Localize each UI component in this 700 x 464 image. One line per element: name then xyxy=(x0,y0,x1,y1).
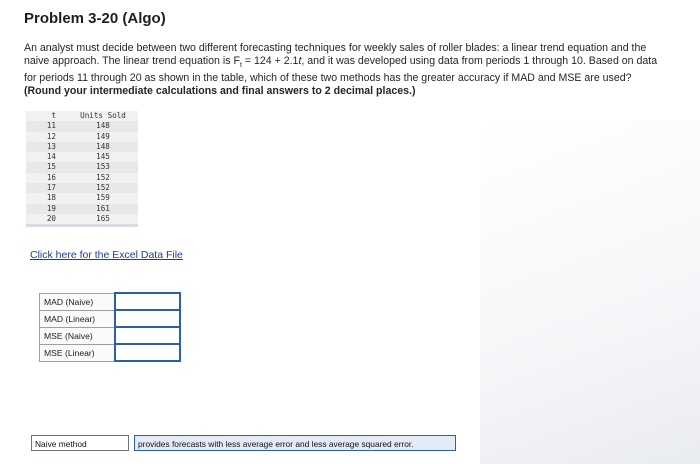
excel-data-file-link[interactable]: Click here for the Excel Data File xyxy=(30,249,183,261)
table-row xyxy=(26,121,138,131)
cell-units-sold: 148 xyxy=(96,121,110,131)
answer-row xyxy=(40,310,181,327)
problem-text-line2b: = 124 + 2.1 xyxy=(241,55,299,67)
conclusion-text: provides forecasts with less average error and less average squared error. xyxy=(134,435,456,451)
table-row xyxy=(26,214,138,224)
problem-text-line3: for periods 11 through 20 as shown in the table, which of these two methods has the greater accuracy if MAD and MSE are used? xyxy=(24,72,632,85)
cell-units-sold: 159 xyxy=(96,193,110,203)
cell-t: 14 xyxy=(46,152,56,162)
table-row xyxy=(26,173,138,183)
cell-units-sold: 161 xyxy=(96,203,110,213)
header-t: t xyxy=(51,111,56,120)
cell-t: 13 xyxy=(46,141,56,151)
italic-t: t xyxy=(298,55,302,67)
cell-t: 12 xyxy=(46,131,56,141)
table-row xyxy=(26,183,138,193)
cell-units-sold: 165 xyxy=(96,213,110,223)
cell-t: 19 xyxy=(46,203,56,213)
cell-units-sold: 145 xyxy=(96,152,110,162)
answer-input[interactable] xyxy=(116,312,179,325)
answer-input-cell[interactable] xyxy=(115,310,180,327)
problem-title: Problem 3-20 (Algo) xyxy=(24,10,166,27)
answer-row xyxy=(40,293,181,310)
header-units-sold: Units Sold xyxy=(80,111,126,120)
table-row xyxy=(26,193,138,203)
problem-instruction: (Round your intermediate calculations and final answers to 2 decimal places.) xyxy=(24,85,416,98)
table-row xyxy=(26,142,138,152)
answer-label: MSE (Linear) xyxy=(40,344,116,361)
answer-label: MAD (Naive) xyxy=(40,293,116,310)
cell-units-sold: 152 xyxy=(96,172,110,182)
cell-units-sold: 149 xyxy=(96,131,110,141)
answer-row xyxy=(40,344,181,361)
cell-t: 16 xyxy=(46,172,56,182)
problem-text-line2c: , and it was developed using data from periods 1 through 10. Based on data xyxy=(301,55,658,67)
cell-t: 18 xyxy=(46,193,56,203)
problem-text-line1: An analyst must decide between two different forecasting techniques for weekly sales of roller blades: a linear trend equation and the xyxy=(24,42,647,54)
screen-glare xyxy=(480,120,700,464)
table-row xyxy=(26,204,138,214)
answer-input[interactable] xyxy=(116,329,179,342)
problem-statement xyxy=(24,42,684,98)
answer-input[interactable] xyxy=(116,295,179,308)
answer-row xyxy=(40,327,181,344)
answer-input-cell[interactable] xyxy=(115,293,180,310)
cell-units-sold: 148 xyxy=(96,141,110,151)
answer-input-cell[interactable] xyxy=(115,344,180,361)
cell-units-sold: 153 xyxy=(96,162,110,172)
answer-label: MAD (Linear) xyxy=(40,310,116,327)
cell-t: 17 xyxy=(46,183,56,193)
data-table-body xyxy=(26,121,138,224)
table-row xyxy=(26,152,138,162)
problem-text-line2a: naive approach. The linear trend equation is F xyxy=(24,55,240,67)
method-select[interactable]: Naive method xyxy=(31,435,129,451)
cell-t: 11 xyxy=(46,121,56,131)
subscript-t: t xyxy=(239,62,242,70)
answer-input[interactable] xyxy=(116,346,179,359)
table-row xyxy=(26,132,138,142)
cell-t: 15 xyxy=(46,162,56,172)
table-row xyxy=(26,162,138,172)
cell-units-sold: 152 xyxy=(96,183,110,193)
answer-label: MSE (Naive) xyxy=(40,327,116,344)
data-table xyxy=(26,111,138,227)
cell-t: 20 xyxy=(46,213,56,223)
answer-input-cell[interactable] xyxy=(115,327,180,344)
answers-table xyxy=(39,292,181,362)
